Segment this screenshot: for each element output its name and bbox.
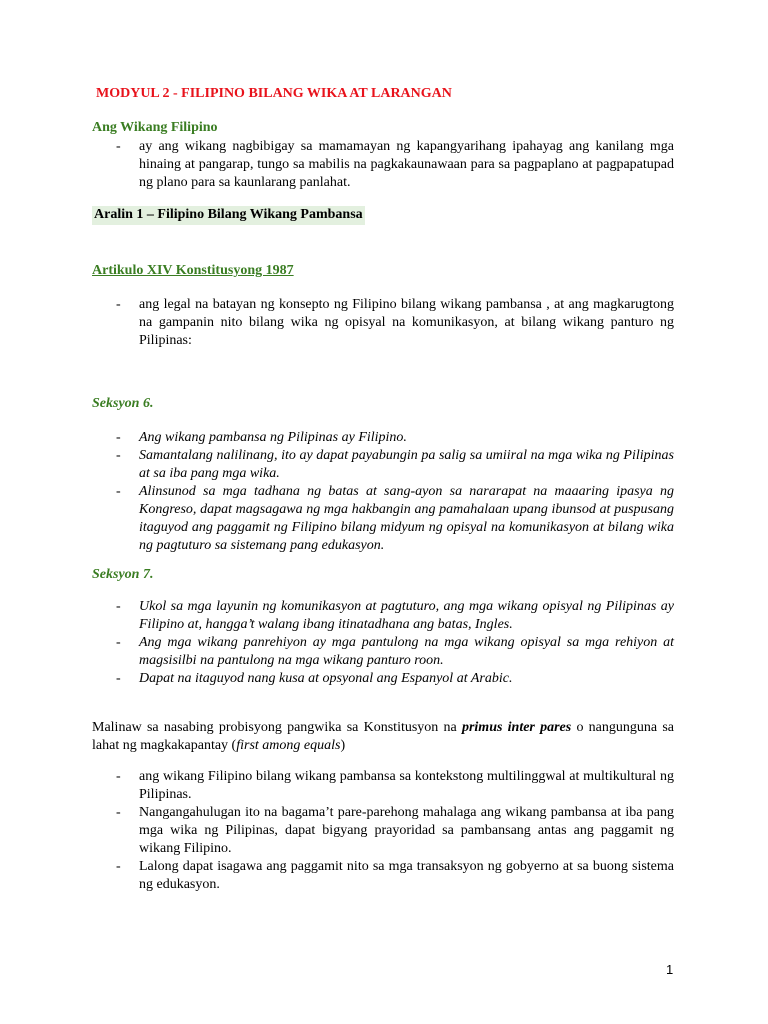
page-number: 1 [666, 962, 674, 977]
list-item: - Ang wikang pambansa ng Pilipinas ay Filipino. [92, 429, 674, 447]
list-item: - Nangangahulugan ito na bagama’t pare-parehong mahalaga ang wikang pambansa at iba pang mga wika ng Pilipinas, dapat bigyang prayoridad sa pambansang antas ang paggamit ng wikang Filipino. [92, 804, 674, 858]
paragraph-text-start: Malinaw sa nasabing probisyong pangwika sa Konstitusyon na [92, 720, 462, 735]
section-7-list [92, 598, 674, 688]
lesson-heading-highlighted [92, 206, 365, 225]
article-heading: Artikulo XIV Konstitusyong 1987 [92, 263, 294, 278]
lesson-heading-text: Aralin 1 – Filipino Bilang Wikang Pambansa [94, 207, 363, 222]
paragraph-malinaw [92, 719, 674, 755]
list-item: - Dapat na itaguyod nang kusa at opsyonal ang Espanyol at Arabic. [92, 670, 674, 688]
list-item: - Samantalang nalilinang, ito ay dapat payabungin pa salig sa umiiral na mga wika ng Pilipinas at sa iba pang mga wika. [92, 447, 674, 483]
list-item: - Lalong dapat isagawa ang paggamit nito sa mga transaksyon ng gobyerno at sa buong sistema ng edukasyon. [92, 858, 674, 894]
first-among-equals-text: first among equals [236, 738, 341, 753]
article-list [92, 296, 674, 350]
list-item: - Ukol sa mga layunin ng komunikasyon at pagtuturo, ang mga wikang opisyal ng Pilipinas ay Filipino at, hangga’t walang ibang itinatadhana ang batas, Ingles. [92, 598, 674, 634]
primus-inter-pares-text: primus inter pares [461, 720, 572, 735]
list-item: - ang wikang Filipino bilang wikang pambansa sa kontekstong multilinggwal at multikultural ng Pilipinas. [92, 768, 674, 804]
section-6-list [92, 429, 674, 555]
section1-list [92, 138, 674, 192]
list-item: - Alinsunod sa mga tadhana ng batas at sang-ayon sa nararapat na maaaring ipasya ng Kongreso, dapat magsagawa ng mga hakbangin ang pamahalaan upang ibunsod at puspusang itaguyod ang paggamit ng Filipino bilang midyum ng opisyal na komunikasyon at bilang wika ng pagtuturo sa sistemang pang edukasyon. [92, 483, 674, 555]
final-list [92, 768, 674, 894]
section-7-heading: Seksyon 7. [92, 567, 154, 582]
section-6-heading: Seksyon 6. [92, 396, 154, 411]
module-title: MODYUL 2 - FILIPINO BILANG WIKA AT LARANGAN [96, 86, 452, 101]
list-item: - Ang mga wikang panrehiyon ay mga pantulong na mga wikang opisyal sa mga rehiyon at magsisilbi na pantulong na mga wikang panturo roon. [92, 634, 674, 670]
paragraph-text-end: ) [340, 738, 346, 753]
list-item: - ang legal na batayan ng konsepto ng Filipino bilang wikang pambansa , at ang magkarugtong na gampanin nito bilang wika ng opisyal na komunikasyon, at bilang wikang panturo ng Pilipinas: [92, 296, 674, 350]
list-item: - ay ang wikang nagbibigay sa mamamayan ng kapangyarihang ipahayag ang kanilang mga hinaing at pangarap, tungo sa mabilis na pagkakaunawaan para sa pagpaplano at pagpapatupad ng plano para sa kaunlarang panlahat. [92, 138, 674, 192]
paragraph-text-middle: o nangunguna sa lahat ng magkakapantay ( [92, 720, 674, 753]
section-heading-ang-wikang-filipino: Ang Wikang Filipino [92, 120, 218, 135]
